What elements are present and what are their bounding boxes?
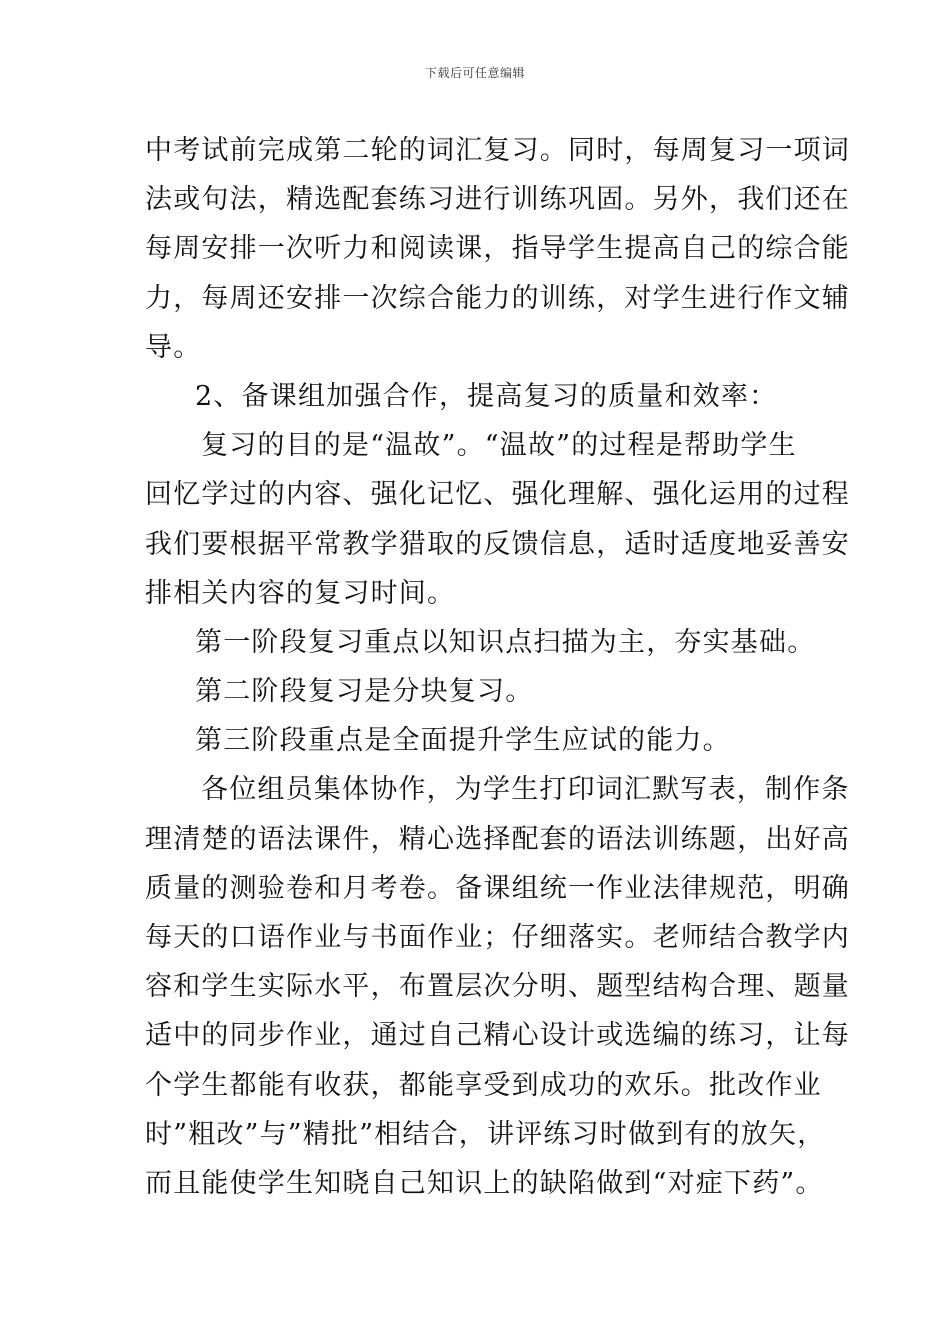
text-line: 我们要根据平常教学猎取的反馈信息，适时适度地妥善安: [145, 528, 850, 560]
text-line: 适中的同步作业，通过自己精心设计或选编的练习，让每: [145, 1020, 850, 1052]
text-line: 导。: [145, 331, 202, 363]
text-line: 力，每周还安排一次综合能力的训练，对学生进行作文辅: [145, 282, 850, 314]
text-line: 各位组员集体协作，为学生打印词汇默写表，制作条: [201, 774, 850, 806]
document-body: [145, 126, 850, 1208]
text-line: 理清楚的语法课件，精心选择配套的语法训练题，出好高: [145, 823, 850, 855]
text-line: 个学生都能有收获，都能享受到成功的欢乐。批改作业: [145, 1069, 822, 1101]
text-line: 回忆学过的内容、强化记忆、强化理解、强化运用的过程: [145, 479, 850, 511]
page-header: 下载后可任意编辑: [424, 66, 525, 80]
stage-two-line: 第二阶段复习是分块复习。: [195, 676, 534, 708]
text-line: 每天的口语作业与书面作业；仔细落实。老师结合教学内: [145, 922, 850, 953]
text-line: 中考试前完成第二轮的词汇复习。同时，每周复习一项词: [145, 135, 850, 166]
text-line: 时”粗改”与”精批”相结合，讲评练习时做到有的放矢，: [145, 1118, 826, 1150]
text-line: 复习的目的是“温故”。“温故”的过程是帮助学生: [201, 430, 797, 462]
text-line: 容和学生实际水平，布置层次分明、题型结构合理、题量: [145, 971, 850, 1003]
text-line: 质量的测验卷和月考卷。备课组统一作业法律规范，明确: [145, 872, 850, 904]
stage-three-line: 第三阶段重点是全面提升学生应试的能力。: [195, 725, 731, 757]
stage-one-line: 第一阶段复习重点以知识点扫描为主，夯实基础。: [195, 626, 816, 658]
text-line: 法或句法，精选配套练习进行训练巩固。另外，我们还在: [145, 184, 850, 216]
text-line: 而且能使学生知晓自己知识上的缺陷做到“对症下药”。: [145, 1167, 824, 1199]
text-line: 排相关内容的复习时间。: [145, 577, 456, 609]
text-line: 每周安排一次听力和阅读课，指导学生提高自己的综合能: [145, 233, 850, 265]
section-heading: 2、备课组加强合作，提高复习的质量和效率：: [195, 380, 778, 412]
